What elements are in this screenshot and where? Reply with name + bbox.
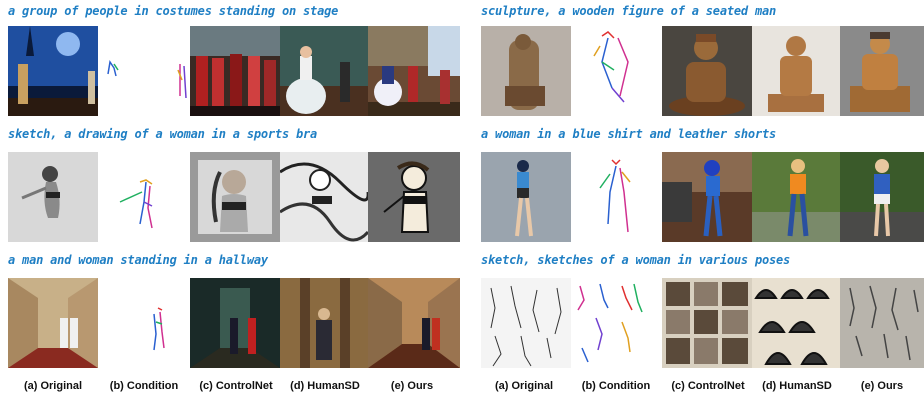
label-original-left: (a) Original: [23, 380, 83, 392]
ours-image-hallway: [368, 278, 460, 368]
original-image-sculpture: [481, 26, 571, 116]
ours-image-stage: [368, 26, 460, 116]
caption-row1-left: a group of people in costumes standing on stage: [8, 4, 339, 18]
original-image-stage: [8, 26, 98, 116]
caption-row2-left: sketch, a drawing of a woman in a sports bra: [8, 127, 318, 141]
controlnet-image-stage: [190, 26, 280, 116]
controlnet-image-sketches: [662, 278, 752, 368]
caption-row3-right: sketch, sketches of a woman in various poses: [481, 253, 791, 267]
humansd-image-blue-shirt: [752, 152, 840, 242]
pose-condition-stage: [100, 26, 188, 116]
label-condition-left: (b) Condition: [109, 380, 179, 392]
humansd-image-stage: [280, 26, 368, 116]
pose-condition-sketches: [572, 278, 660, 368]
label-humansd-left: (d) HumanSD: [290, 380, 360, 392]
caption-row3-left: a man and woman standing in a hallway: [8, 253, 268, 267]
label-ours-left: (e) Ours: [390, 380, 434, 392]
ours-image-sketches: [840, 278, 924, 368]
pose-condition-hallway: [100, 278, 188, 368]
original-image-hallway: [8, 278, 98, 368]
controlnet-image-sculpture: [662, 26, 752, 116]
caption-row2-right: a woman in a blue shirt and leather shorts: [481, 127, 777, 141]
original-image-sketch-woman: [8, 152, 98, 242]
original-image-blue-shirt: [481, 152, 571, 242]
label-controlnet-left: (c) ControlNet: [199, 380, 273, 392]
pose-condition-sculpture: [572, 26, 660, 116]
ours-image-sculpture: [840, 26, 924, 116]
label-condition-right: (b) Condition: [581, 380, 651, 392]
humansd-image-sketch-woman: [280, 152, 368, 242]
original-image-sketches: [481, 278, 571, 368]
label-humansd-right: (d) HumanSD: [762, 380, 832, 392]
label-controlnet-right: (c) ControlNet: [671, 380, 745, 392]
label-original-right: (a) Original: [494, 380, 554, 392]
controlnet-image-hallway: [190, 278, 280, 368]
pose-condition-sketch-woman: [100, 152, 188, 242]
controlnet-image-sketch-woman: [190, 152, 280, 242]
label-ours-right: (e) Ours: [860, 380, 904, 392]
ours-image-blue-shirt: [840, 152, 924, 242]
humansd-image-hallway: [280, 278, 368, 368]
caption-row1-right: sculpture, a wooden figure of a seated man: [481, 4, 777, 18]
controlnet-image-blue-shirt: [662, 152, 752, 242]
pose-condition-blue-shirt: [572, 152, 660, 242]
humansd-image-sketches: [752, 278, 840, 368]
humansd-image-sculpture: [752, 26, 840, 116]
ours-image-sketch-woman: [368, 152, 460, 242]
